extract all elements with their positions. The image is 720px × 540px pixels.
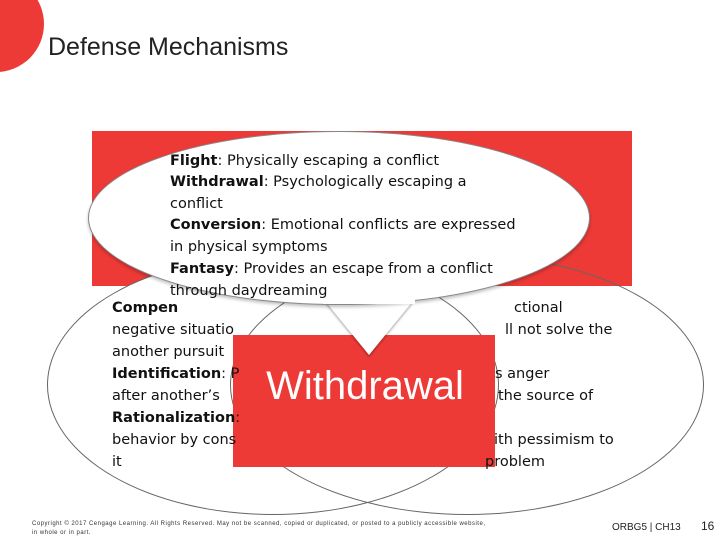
left-line-6: Rationalization:: [112, 410, 241, 426]
title-accent-circle: [0, 0, 44, 72]
footer-page-number: 16: [701, 519, 715, 533]
right-line-7: ith pessimism to: [494, 432, 614, 448]
left-line-5: after another’s: [112, 388, 220, 404]
callout-line-3: conflict: [170, 196, 223, 212]
left-line-3: another pursuit: [112, 344, 225, 360]
withdrawal-label: Withdrawal: [266, 364, 464, 408]
right-line-5: the source of: [498, 388, 594, 404]
slide-title: Defense Mechanisms: [48, 33, 289, 61]
right-line-1: ctional: [514, 300, 563, 316]
left-line-7: behavior by cons: [112, 432, 237, 448]
right-line-2: ll not solve the: [505, 322, 613, 338]
right-line-8: problem: [485, 454, 545, 470]
callout-line-4: Conversion: Emotional conflicts are expressed: [170, 217, 516, 233]
callout-line-7: through daydreaming: [170, 283, 328, 299]
left-line-2: negative situatio: [112, 322, 234, 338]
callout-line-6: Fantasy: Provides an escape from a conflict: [170, 261, 493, 277]
left-line-8: it: [112, 454, 122, 470]
footer-copyright-continued: in whole or in part.: [32, 530, 92, 536]
footer-copyright: Copyright © 2017 Cengage Learning. All Rights Reserved. May not be scanned, copied or duplicated, or posted to a publicly accessible website,: [32, 521, 486, 527]
left-line-1: Compen: [112, 300, 179, 316]
right-line-4: s anger: [495, 366, 550, 382]
callout-pointer-joint: [323, 296, 415, 304]
footer-chapter-code: ORBG5 | CH13: [612, 522, 681, 533]
callout-line-2: Withdrawal: Psychologically escaping a: [170, 174, 467, 190]
callout-line-5: in physical symptoms: [170, 239, 328, 255]
left-line-4: Identification: P: [112, 366, 240, 382]
callout-pointer: [325, 301, 413, 355]
callout-line-1: Flight: Physically escaping a conflict: [170, 153, 440, 169]
